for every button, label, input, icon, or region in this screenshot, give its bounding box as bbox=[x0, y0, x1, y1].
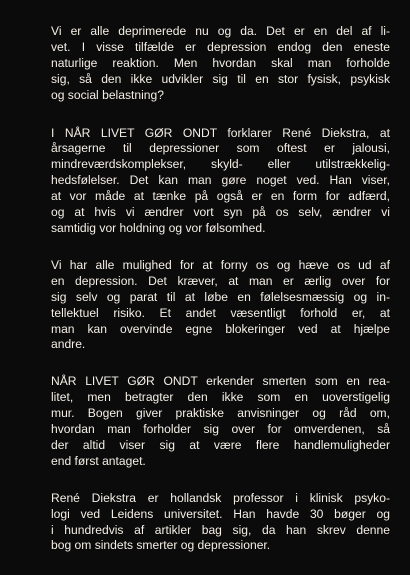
text-line: mindreværdskomplekser, skyld- eller utilstrækkelig- bbox=[51, 157, 390, 172]
text-line: der altid viser sig at være flere handlemuligheder bbox=[51, 437, 390, 452]
text-line: en depression. Det kræver, at man er ærlig over for bbox=[51, 273, 390, 288]
text-line: Vi er alle deprimerede nu og da. Det er en del af li- bbox=[51, 24, 390, 38]
intro-paragraph bbox=[51, 24, 390, 104]
causes-paragraph bbox=[51, 126, 390, 237]
text-line: sig selv og parat til at løbe en følelsesmæssig og in- bbox=[51, 289, 390, 304]
text-line: og at hvis vi ændrer vort syn på os selv, ændrer vi bbox=[51, 205, 390, 220]
text-line: i hundredvis af artikler bag sig, da han skrev denne bbox=[51, 522, 390, 537]
text-line: René Diekstra er hollandsk professor i klinisk psyko- bbox=[51, 490, 390, 505]
renewal-paragraph bbox=[51, 258, 390, 353]
text-line: litet, men betragter den ikke som en uoverstigelig bbox=[51, 390, 390, 405]
text-line: årsagerne til depressioner som oftest er jalousi, bbox=[51, 141, 390, 156]
book-summary-paragraph bbox=[51, 374, 390, 469]
text-line: NÅR LIVET GØR ONDT erkender smerten som en rea- bbox=[51, 374, 390, 389]
text-line: logi ved Leidens universitet. Han havde 30 bøger og bbox=[51, 506, 390, 521]
text-line: at vor måde at tænke på også er en form for adfærd, bbox=[51, 189, 390, 204]
text-line: hvordan man forholder sig over for omverdenen, så bbox=[51, 422, 390, 437]
author-bio-paragraph bbox=[51, 491, 390, 555]
text-line: sig, så den ikke udvikler sig til en stor fysisk, psykisk bbox=[51, 71, 390, 86]
text-line: andre. bbox=[51, 337, 86, 352]
text-line: Vi har alle mulighed for at forny os og hæve os ud af bbox=[51, 257, 390, 272]
text-line: I NÅR LIVET GØR ONDT forklarer René Diekstra, at bbox=[51, 125, 390, 140]
text-line: mur. Bogen giver praktiske anvisninger og råd om, bbox=[51, 406, 390, 421]
text-line: end først antaget. bbox=[51, 453, 146, 468]
text-line: bog om sindets smerter og depressioner. bbox=[51, 538, 271, 553]
text-line: tellektuel risiko. Et andet væsentligt forhold er, at bbox=[51, 305, 390, 320]
text-line: man kan overvinde egne blokeringer ved at hjælpe bbox=[51, 321, 390, 336]
text-line: vet. I visse tilfælde er depression endog den eneste bbox=[51, 39, 390, 54]
text-line: hedsfølelser. Det kan man gøre noget ved. Han viser, bbox=[51, 173, 390, 188]
text-line: og social belastning? bbox=[51, 87, 164, 102]
text-line: samtidig vor holdning og vor følsomhed. bbox=[51, 220, 266, 235]
text-line: naturlige reaktion. Men hvordan skal man forholde bbox=[51, 55, 390, 70]
